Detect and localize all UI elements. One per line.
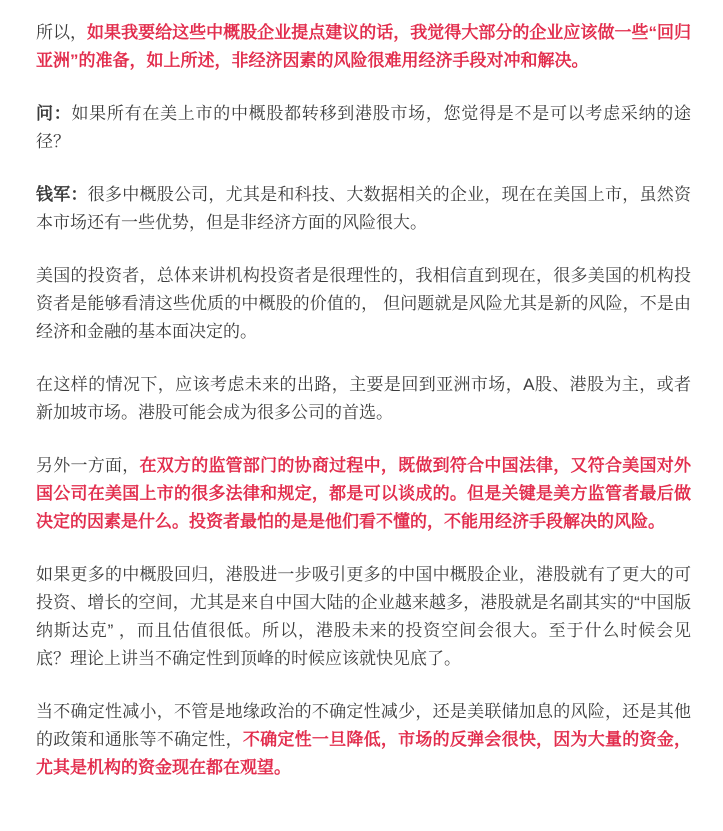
paragraph <box>36 19 691 75</box>
paragraph <box>36 698 691 782</box>
paragraph <box>36 262 691 346</box>
body-text: 所以， <box>36 23 88 42</box>
emphasis-text: 不确定性一旦降低，市场的反弹会很快，因为大量的资金，尤其是机构的资金现在都在观望。 <box>36 730 692 777</box>
speaker-label: 钱军： <box>36 185 88 204</box>
paragraph <box>36 371 691 427</box>
body-text: 另外一方面， <box>36 456 140 475</box>
paragraph <box>36 452 691 536</box>
body-text: 很多中概股公司，尤其是和科技、大数据相关的企业，现在在美国上市，虽然资本市场还有一些优势，但是非经济方面的风险很大。 <box>36 185 692 232</box>
paragraph <box>36 181 691 237</box>
body-text: 如果所有在美上市的中概股都转移到港股市场，您觉得是不是可以考虑采纳的途径？ <box>36 104 692 151</box>
speaker-label: 问： <box>36 104 72 123</box>
body-text: 在这样的情况下，应该考虑未来的出路，主要是回到亚洲市场，A股、港股为主，或者新加坡市场。港股可能会成为很多公司的首选。 <box>36 375 691 422</box>
body-text: 当不确定性减小，不管是地缘政治的不确定性减少，还是美联储加息的风险，还是其他的政策和通胀等不确定性， <box>36 702 691 749</box>
paragraph <box>36 100 691 156</box>
paragraph <box>36 561 691 673</box>
body-text: 美国的投资者，总体来讲机构投资者是很理性的，我相信直到现在，很多美国的机构投资者是能够看清这些优质的中概股的价值的， 但问题就是风险尤其是新的风险，不是由经济和金融的基本面决定的。 <box>36 266 691 341</box>
body-text: 如果更多的中概股回归，港股进一步吸引更多的中国中概股企业，港股就有了更大的可投资、增长的空间，尤其是来自中国大陆的企业越来越多，港股就是名副其实的“中国版纳斯达克” ，而且估值很低。所以，港股未来的投资空间会很大。至于什么时候会见底？理论上讲当不确定性到顶峰的时候应该就快见底了。 <box>36 565 691 668</box>
emphasis-text: 在双方的监管部门的协商过程中，既做到符合中国法律，又符合美国对外国公司在美国上市的很多法律和规定，都是可以谈成的。但是关键是美方监管者最后做决定的因素是什么。投资者最怕的是是他们看不懂的，不能用经济手段解决的风险。 <box>36 456 692 531</box>
emphasis-text: 如果我要给这些中概股企业提点建议的话，我觉得大部分的企业应该做一些“回归亚洲”的准备，如上所述，非经济因素的风险很难用经济手段对冲和解决。 <box>36 23 692 70</box>
